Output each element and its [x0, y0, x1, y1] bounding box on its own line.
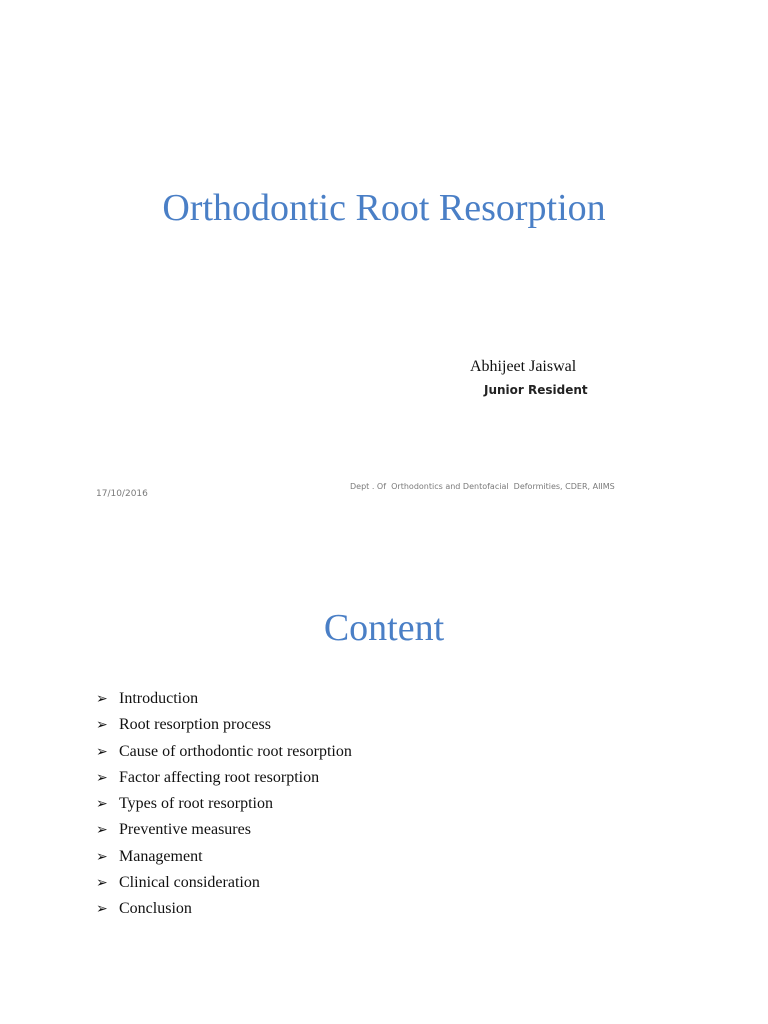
list-item [96, 896, 352, 922]
list-item-label: Management [119, 847, 203, 865]
author-role: Junior Resident [484, 383, 588, 397]
list-item [96, 739, 352, 765]
arrowhead-bullet-icon: ➢ [96, 769, 108, 786]
list-item [96, 765, 352, 791]
list-item-label: Cause of orthodontic root resorption [119, 742, 352, 760]
list-item-label: Types of root resorption [119, 795, 273, 813]
list-item [96, 870, 352, 896]
arrowhead-bullet-icon: ➢ [96, 875, 108, 892]
list-item-label: Introduction [119, 690, 199, 707]
list-item [96, 791, 352, 817]
arrowhead-bullet-icon: ➢ [96, 822, 108, 839]
list-item-label: Conclusion [119, 900, 192, 918]
arrowhead-bullet-icon: ➢ [96, 691, 108, 707]
content-list [96, 686, 352, 923]
arrowhead-bullet-icon: ➢ [96, 901, 108, 918]
list-item-label: Root resorption process [119, 716, 271, 734]
content-title: Content [323, 607, 445, 649]
list-item [96, 844, 352, 870]
list-item-label: Clinical consideration [119, 874, 260, 892]
author-name: Abhijeet Jaiswal [470, 358, 577, 375]
arrowhead-bullet-icon: ➢ [96, 796, 108, 813]
slide-date: 17/10/2016 [96, 489, 148, 499]
list-item-label: Preventive measures [119, 821, 251, 839]
arrowhead-bullet-icon: ➢ [96, 717, 108, 734]
arrowhead-bullet-icon: ➢ [96, 848, 108, 865]
list-item-label: Factor affecting root resorption [119, 768, 320, 786]
department-footer: Dept . Of Orthodontics and Dentofacial Deformities, CDER, AIIMS [350, 482, 615, 491]
list-item [96, 817, 352, 843]
arrowhead-bullet-icon: ➢ [96, 743, 108, 760]
list-item [96, 712, 352, 738]
presentation-title: Orthodontic Root Resorption [162, 187, 606, 229]
list-item [96, 686, 352, 712]
content-slide [0, 512, 768, 1024]
